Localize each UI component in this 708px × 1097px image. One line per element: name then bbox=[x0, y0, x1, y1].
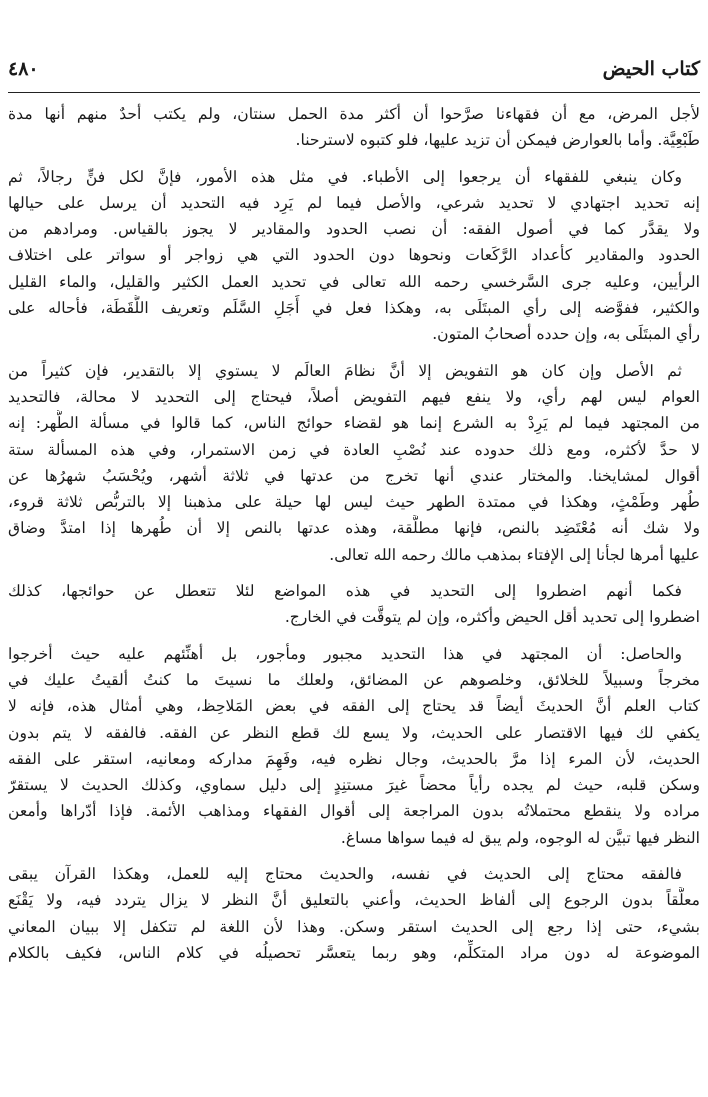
text-line: الرأيين، وعليه جرى السَّرخسي رحمه الله تعالى في تحديد العمل الكثير والقليل، والماء القليل bbox=[8, 272, 700, 291]
text-line: طَبْعِيَّة. وأما بالعوارض فيمكن أن تزيد عليها، فلو كتبوه لاسترحنا. bbox=[295, 131, 700, 150]
text-line: طُهر وطَمْثٍ، وهكذا في ممتدة الطهر حيث ليس لها حيلة على مذهبنا إلا بالتربُّص ثلاثة قروء، bbox=[8, 493, 700, 512]
page-header bbox=[8, 52, 700, 88]
text-line: رأي المبتَلَى به، وإن حدده أصحابُ المتون. bbox=[432, 325, 700, 344]
page-number: ٤٨٠ bbox=[8, 58, 39, 80]
text-line: عليها أمرها لجأنا إلى الإفتاء بمذهب مالك رحمه الله تعالى. bbox=[329, 545, 700, 564]
text-line: ولا شك أنه مُعْتَضِد بالنص، فإنها مطلَّقة، وهذه عدتها بالنص إلا أن طُهرها إذا امتدَّ وضاق bbox=[8, 519, 700, 538]
text-line: والحاصل: أن المجتهد في هذا التحديد مجبور ومأجور، بل أهنِّئهم عليه حيث أخرجوا bbox=[8, 644, 682, 663]
text-line: فكما أنهم اضطروا إلى التحديد في هذه المواضع لئلا تتعطل عن حوائجها، كذلك bbox=[8, 582, 682, 601]
text-line: إنه تحديد اجتهادي لا تحديد شرعي، والأصل فيما لم يَرِد فيه التحديد أن يرسل على حيالها bbox=[8, 193, 700, 212]
text-line: فالفقه محتاج إلى الحديث في نفسه، والحديث محتاج إليه للعمل، وهكذا القرآن يبقى bbox=[8, 865, 682, 884]
text-line: والكثير، ففوَّضه إلى رأي المبتَلَى به، وهكذا فعل في أَجَلِ السَّلَم وتعريف اللُّقَطَة، فأحاله على bbox=[8, 299, 700, 318]
text-line: اضطروا إلى تحديد أقل الحيض وأكثره، وإن لم يتوقَّت في الخارج. bbox=[284, 608, 700, 627]
text-line: ثم الأصل وإن كان هو التفويض إلا أنَّ نظامَ العالَم لا يستوي إلا بالتقدير، فإن كثيراً من bbox=[8, 361, 682, 380]
paragraph bbox=[8, 164, 700, 348]
text-line: لا حدَّ لأكثره، ومع ذلك حدوده عند نُصْبِ العادة في زمن الاستمرار، وفي هذه المسألة ستة bbox=[8, 440, 700, 459]
text-line: مخرجاً وسبيلاً للخلائق، وخلصوهم عن المضائق، ولعلك ما نسيتَ ما كنتُ ألقيتُ عليك في bbox=[8, 670, 700, 689]
text-line: وكان ينبغي للفقهاء أن يرجعوا إلى الأطباء. في مثل هذه الأمور، فإنَّ لكل فنٍّ رجالاً، ثم bbox=[8, 167, 682, 186]
text-line: لأجل المرض، مع أن فقهاءنا صرَّحوا أن أكثر مدة الحمل سنتان، ولم يكتب أحدٌ منهم أنها مدة bbox=[8, 105, 700, 123]
text-line: من المجتهد فيما لم يَرِدْ به الشرع إنما هو لقضاء حوائج الناس، كما قالوا في مسألة الطُّهر: إنه bbox=[8, 414, 700, 433]
page-body bbox=[8, 101, 700, 976]
text-line: يكفي لك فيها الاقتصار على الحديث، ولا يسع لك قطع النظر عن الفقه. فالفقه لا يتم بدون bbox=[8, 723, 700, 742]
text-line: مراده ولا ينقطع محتملاتُه بدون المراجعة إلى أقوال الفقهاء ومذاهب الأئمة. فإذا أدّراها وأمعن bbox=[8, 802, 700, 821]
text-line: معلَّقاً بدون الرجوع إلى ألفاظ الحديث، وأعني بالتعليق أنَّ النظر لا يزال يتردد فيه، ولا يَقْنَع bbox=[8, 891, 700, 910]
text-line: الموضوعة له دون مراد المتكلِّم، وهو ربما يتعسَّر تحصيلُه في كلام الناس، فكيف بالكلام bbox=[8, 943, 700, 962]
header-divider bbox=[8, 92, 700, 93]
paragraph bbox=[8, 861, 700, 966]
text-line: كتاب العلم أنَّ الحديثَ أيضاً قد يحتاج إلى الفقه في بعض المَلاحِظ، وهي أمثال هذه، فإنه لا bbox=[8, 697, 700, 716]
paragraph bbox=[8, 578, 700, 631]
text-line: الحديث، لأن المرء إذا مرَّ بالحديث، وجال نظره فيه، وفَهِمَ مداركه ومعانيه، استقر على الفقه bbox=[8, 749, 700, 768]
paragraph bbox=[8, 358, 700, 568]
paragraph bbox=[8, 641, 700, 851]
text-line: وسكن قلبه، حيث لم يجده رأياً محضاً غيرَ مستنِدٍ إلى دليل سماوي، وكذلك الحديث لا يستقرّ bbox=[8, 776, 700, 795]
text-line: بشيء، حتى إذا رجع إلى الحديث استقر وسكن. وهذا لأن اللغة لم تتكفل إلا ببيان المعاني bbox=[8, 917, 700, 936]
paragraph bbox=[8, 101, 700, 154]
text-line: أقوال لمشايخنا. والمختار عندي أنها تخرج من عدتها في ثلاثة أشهر، ويُحْسَبُ شهرُها عن bbox=[8, 466, 700, 485]
text-line: الحدود والمقادير كأعداد الرَّكَعات ونحوها دون الحدود التي هي زواجر أو سواتر على اختلاف bbox=[8, 246, 700, 265]
text-line: النظر فيها تبيَّن له الوجوه، ولم يبق له فيما سواها مساغ. bbox=[340, 828, 700, 847]
text-line: ولا يقدَّر كما في أصول الفقه: أن نصب الحدود والمقادير لا يجوز بالقياس. ومرادهم من bbox=[8, 220, 700, 239]
text-line: العوام ليس لهم رأي، ولا ينفع فيهم التفويض أصلاً، فيحتاج إلى التحديد لا محالة، فالتحديد bbox=[8, 387, 700, 406]
chapter-title: كتاب الحيض bbox=[602, 58, 700, 80]
